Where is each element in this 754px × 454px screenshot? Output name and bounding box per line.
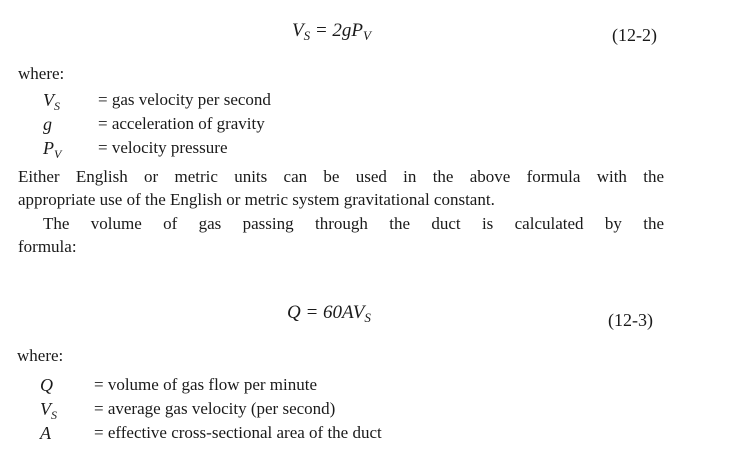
- equation-12-2-lhs-subscript: S: [303, 28, 311, 43]
- definition-row: [43, 114, 443, 138]
- paragraph-line: Either English or metric units can be used in the above formula with the: [18, 167, 664, 186]
- definitions-list-1: [43, 90, 443, 162]
- where-label-2: where:: [17, 346, 64, 365]
- definition-symbol: $P_V$: [43, 138, 62, 161]
- equation-12-3-text: Q = 60AV: [287, 302, 365, 323]
- definitions-list-2: [40, 375, 500, 447]
- definition-text: = average gas velocity (per second): [94, 399, 336, 418]
- equation-12-2-number: (12-2): [612, 25, 657, 45]
- definition-symbol: g: [43, 114, 52, 134]
- definition-text: = gas velocity per second: [98, 90, 271, 109]
- paragraph-line: The volume of gas passing through the duct is calculated by the: [43, 214, 664, 233]
- equation-12-2: [292, 20, 371, 44]
- equation-12-2-lhs: V: [292, 20, 304, 41]
- definition-row: [40, 375, 500, 399]
- equation-12-2-rhs: = 2gP: [310, 20, 364, 41]
- definition-symbol: $V_S$: [43, 90, 60, 113]
- definition-text: = acceleration of gravity: [98, 114, 265, 133]
- definition-row: [40, 399, 500, 423]
- definition-symbol: Q: [40, 375, 53, 395]
- definition-text: = volume of gas flow per minute: [94, 375, 317, 394]
- where-label-1: where:: [18, 64, 65, 83]
- definition-text: = effective cross-sectional area of the duct: [94, 423, 382, 442]
- definition-row: [43, 138, 443, 162]
- definition-row: [43, 90, 443, 114]
- equation-12-3-subscript: S: [364, 310, 371, 325]
- definition-text: = velocity pressure: [98, 138, 228, 157]
- paragraph-units: [18, 165, 664, 211]
- equation-12-3: [287, 302, 371, 326]
- definition-symbol: A: [40, 423, 51, 443]
- paragraph-volume: [18, 212, 664, 258]
- paragraph-line: formula:: [18, 237, 77, 256]
- equation-12-3-number: (12-3): [608, 310, 653, 330]
- definition-row: [40, 423, 500, 447]
- paragraph-line: appropriate use of the English or metric system gravitational constant.: [18, 190, 495, 209]
- definition-symbol: $V_S$: [40, 399, 57, 422]
- equation-12-2-rhs-subscript: V: [363, 28, 371, 43]
